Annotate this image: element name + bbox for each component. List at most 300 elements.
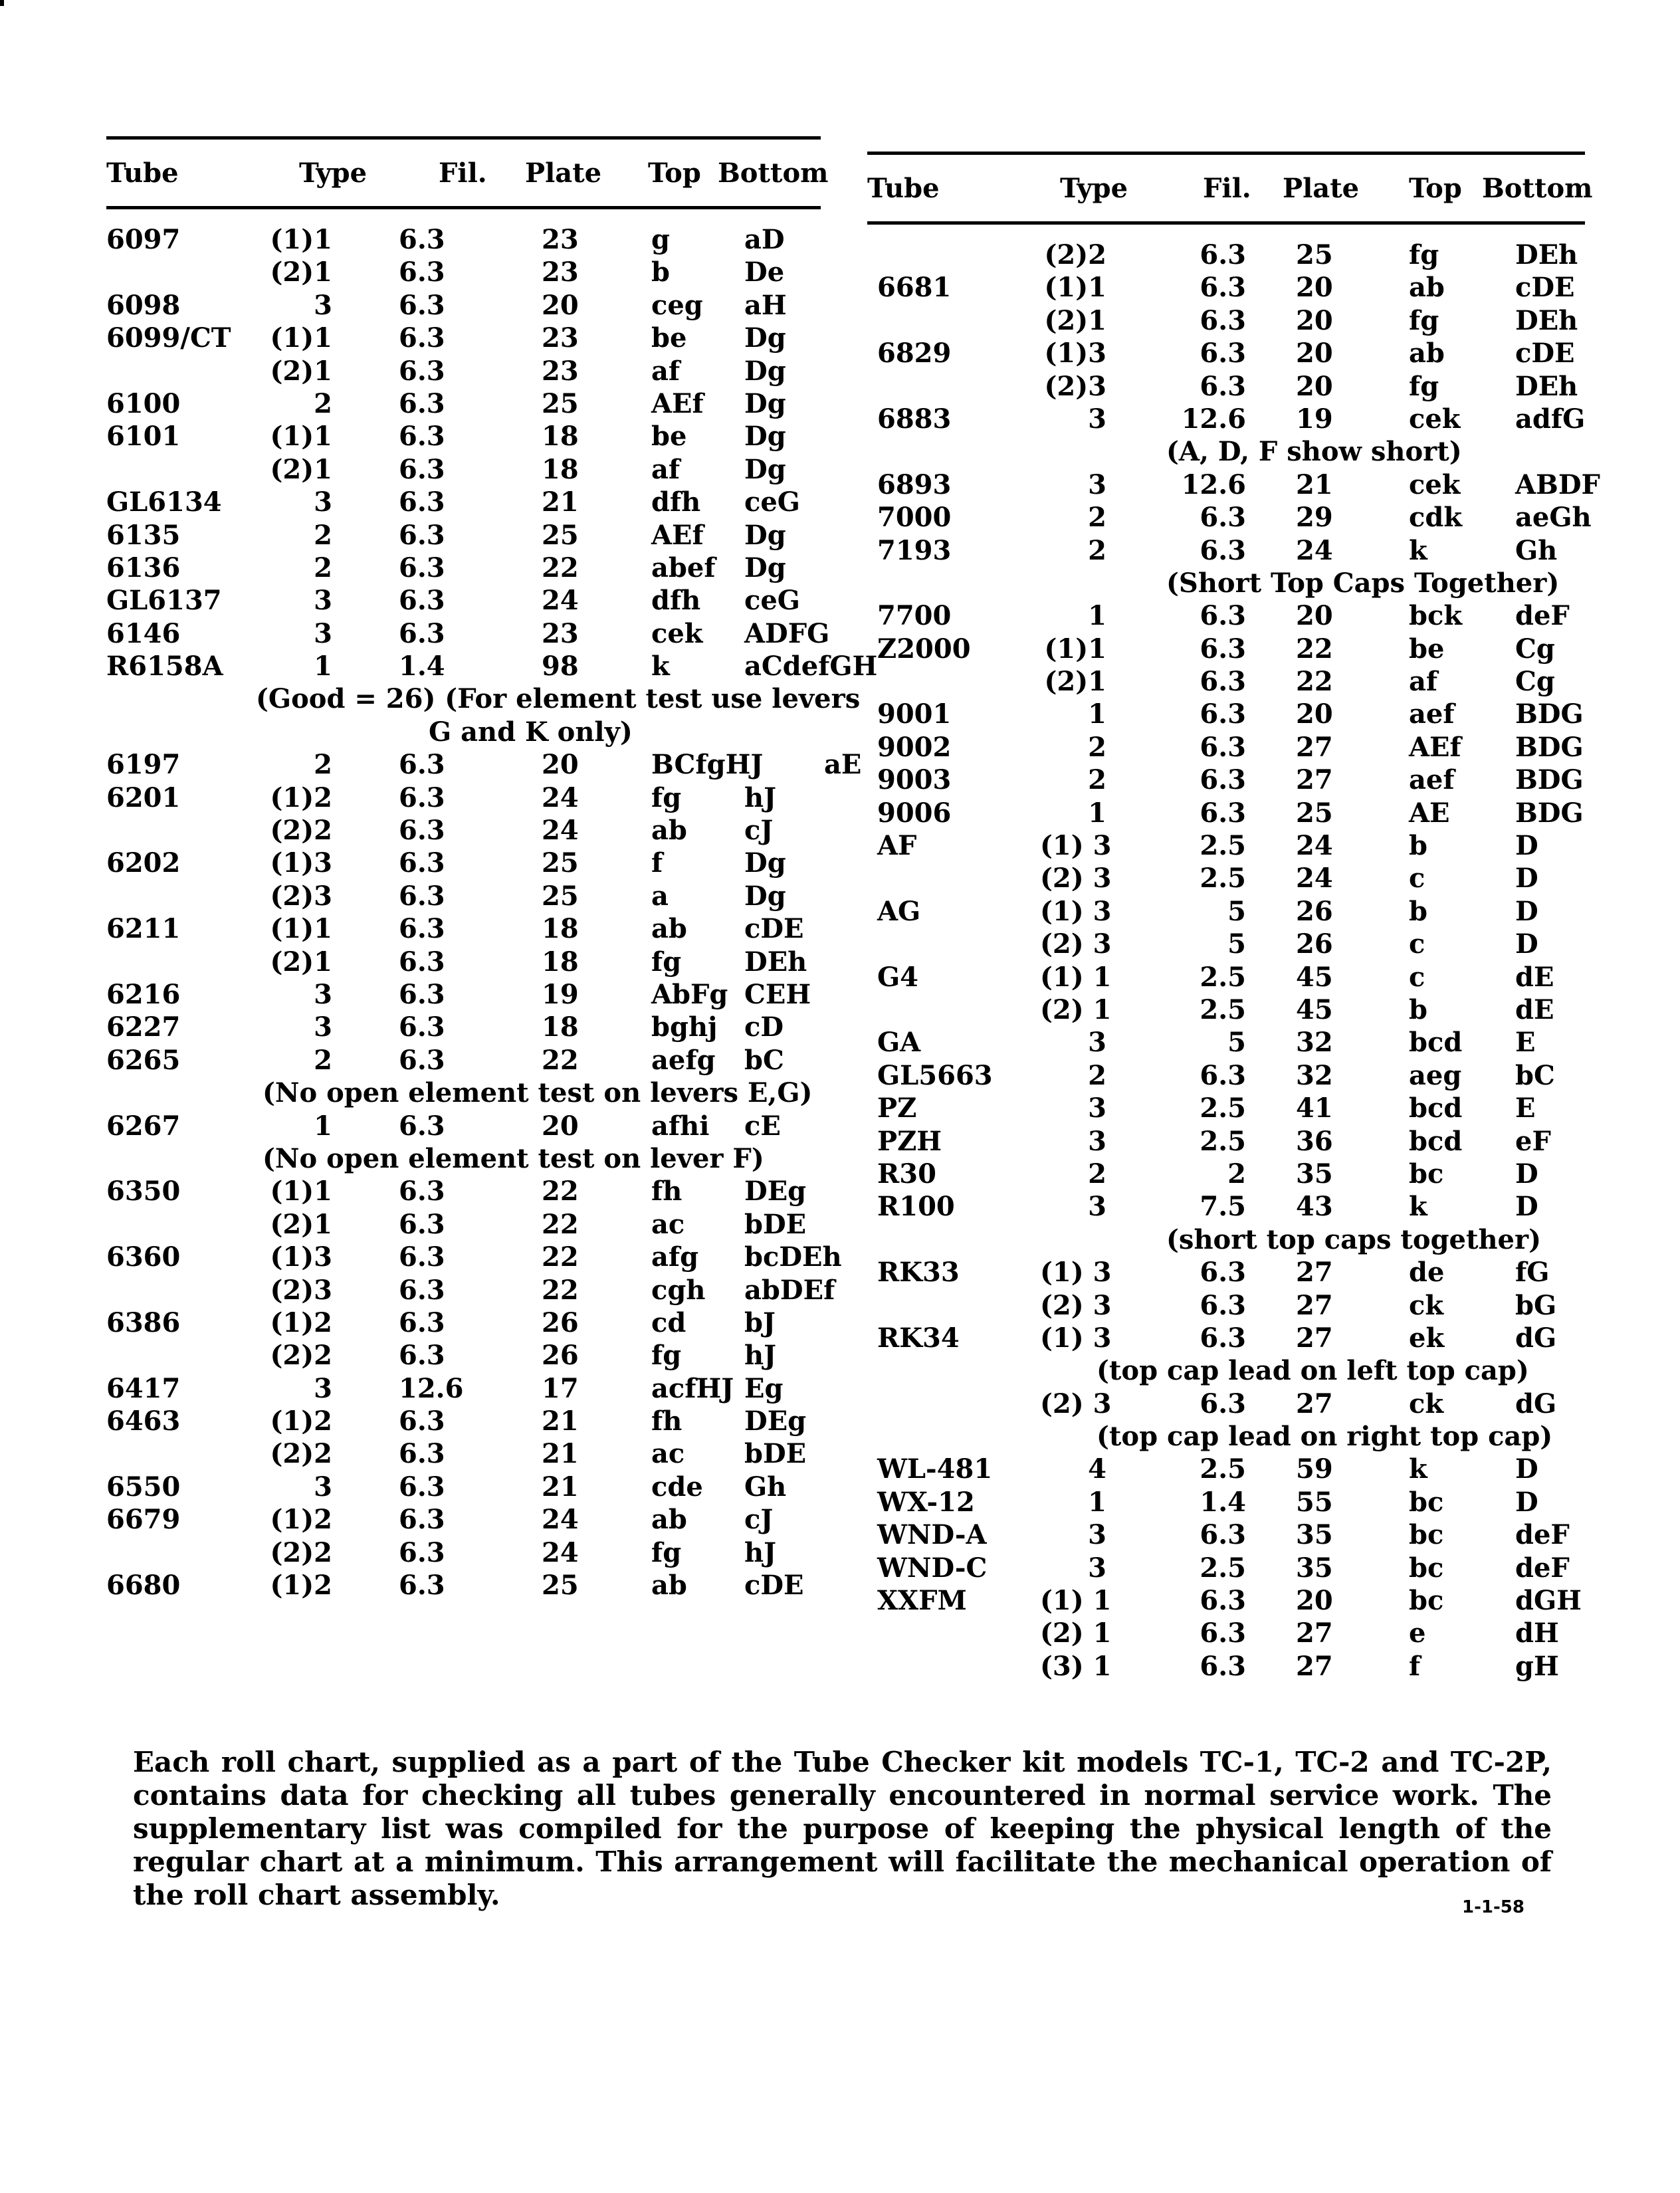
- cell-type: 3: [1088, 1191, 1106, 1223]
- cell-plate: 24: [542, 1536, 579, 1568]
- cell-plate: 27: [1296, 1650, 1333, 1682]
- cell-type: (1)1: [270, 322, 332, 354]
- cell-fil: 5: [1227, 928, 1246, 960]
- cell-type: (1) 3: [1040, 895, 1112, 927]
- cell-bottom: cDE: [1515, 338, 1575, 369]
- table-row: [867, 371, 1585, 403]
- cell-fil: 6.3: [399, 978, 445, 1010]
- table-row: [106, 979, 821, 1011]
- cell-type: (2)1: [270, 453, 332, 485]
- cell-tube: 6101: [106, 421, 181, 453]
- table-row: [867, 1158, 1585, 1191]
- cell-top: ac: [651, 1208, 685, 1240]
- cell-top: afg: [651, 1241, 699, 1273]
- cell-top: bcd: [1409, 1125, 1463, 1157]
- cell-plate: 22: [542, 1044, 579, 1076]
- cell-fil: 6.3: [1200, 1519, 1246, 1551]
- cell-fil: 2.5: [1200, 1552, 1246, 1584]
- cell-fil: 6.3: [1200, 1650, 1246, 1682]
- table-row: [106, 815, 821, 847]
- table-row: [106, 356, 821, 388]
- cell-tube: 6350: [106, 1176, 181, 1207]
- cell-tube: 6680: [106, 1570, 181, 1602]
- cell-fil: 6.3: [399, 1306, 445, 1338]
- table-row: [867, 1257, 1585, 1289]
- table-row: [106, 1406, 821, 1438]
- cell-tube: WL-481: [877, 1453, 993, 1485]
- cell-type: 2: [1088, 502, 1106, 534]
- cell-type: (1) 3: [1040, 1322, 1112, 1354]
- cell-fil: 6.3: [1200, 272, 1246, 304]
- cell-bottom: DEh: [1515, 239, 1578, 270]
- cell-top: f: [651, 847, 663, 879]
- cell-type: (1) 1: [1040, 1585, 1112, 1617]
- cell-top: dfh: [651, 486, 701, 518]
- cell-type: (1)1: [270, 1176, 332, 1207]
- cell-plate: 17: [542, 1372, 579, 1404]
- cell-top: ck: [1409, 1388, 1444, 1419]
- cell-bottom: Dg: [744, 453, 786, 485]
- table-body: [106, 209, 878, 1602]
- cell-plate: 25: [542, 1570, 579, 1602]
- cell-type: 1: [1088, 797, 1106, 829]
- table-row: [867, 994, 1585, 1027]
- cell-top: AEf: [651, 519, 704, 551]
- cell-tube: 7000: [877, 502, 952, 534]
- cell-plate: 45: [1296, 993, 1333, 1025]
- cell-tube: WX-12: [877, 1486, 975, 1518]
- table-row: [106, 421, 821, 453]
- cell-bottom: BDG: [1515, 764, 1584, 796]
- cell-type: 1: [1088, 600, 1106, 632]
- cell-fil: 2.5: [1200, 1453, 1246, 1485]
- cell-fil: 5: [1227, 1027, 1246, 1059]
- cell-top: f: [1409, 1650, 1421, 1682]
- cell-plate: 22: [542, 1241, 579, 1273]
- cell-fil: 6.3: [399, 1438, 445, 1470]
- cell-type: 1: [1088, 698, 1106, 730]
- header-plate: Plate: [1283, 172, 1360, 204]
- cell-type: (2) 3: [1040, 863, 1112, 894]
- table-row: [867, 797, 1585, 830]
- cell-plate: 21: [542, 486, 579, 518]
- table-note: [867, 1355, 1585, 1388]
- table-row: [867, 1290, 1585, 1322]
- table-row: [867, 502, 1592, 534]
- cell-bottom: D: [1515, 895, 1538, 927]
- table-row: [867, 1388, 1585, 1421]
- cell-top: b: [651, 257, 670, 288]
- cell-type: 1: [314, 1110, 332, 1142]
- cell-plate: 23: [542, 617, 579, 649]
- header-type: Type: [1060, 172, 1128, 204]
- cell-plate: 23: [542, 257, 579, 288]
- note-text: (Good = 26) (For element test use levers: [256, 683, 861, 715]
- table-row: [106, 1241, 842, 1274]
- cell-fil: 6.3: [399, 1570, 445, 1602]
- cell-bottom: D: [1515, 1453, 1538, 1485]
- cell-fil: 6.3: [399, 782, 445, 813]
- table-header: [106, 140, 829, 206]
- cell-top: aef: [1409, 764, 1455, 796]
- header-fil: Fil.: [1203, 172, 1251, 204]
- cell-plate: 35: [1296, 1519, 1333, 1551]
- cell-fil: 6.3: [399, 257, 445, 288]
- footer-paragraph: Each roll chart, supplied as a part of the Tube Checker kit models TC-1, TC-2 and TC-2P, contains data for checking all tubes generally encountered in normal service work. The supplementary list was compiled for the purpose of keeping the physical length of the regular chart at a minimum. This arrangement will facilitate the mechanical operation of the roll chart assembly.: [133, 1746, 1552, 1911]
- cell-fil: 6.3: [1200, 1059, 1246, 1091]
- cell-fil: 6.3: [399, 224, 445, 255]
- cell-type: (1)2: [270, 1570, 332, 1602]
- cell-type: 2: [314, 749, 332, 781]
- cell-top: af: [651, 355, 681, 387]
- cell-top: k: [1409, 1191, 1427, 1223]
- cell-plate: 27: [1296, 1322, 1333, 1354]
- cell-fil: 6.3: [1200, 600, 1246, 632]
- cell-fil: 6.3: [1200, 764, 1246, 796]
- scan-corner-mark: [0, 0, 4, 6]
- cell-plate: 35: [1296, 1552, 1333, 1584]
- table-row: [106, 1570, 821, 1602]
- cell-type: (2)2: [270, 1340, 332, 1372]
- cell-fil: 5: [1227, 895, 1246, 927]
- cell-plate: 27: [1296, 1388, 1333, 1419]
- cell-plate: 18: [542, 913, 579, 945]
- cell-plate: 25: [542, 387, 579, 419]
- cell-fil: 12.6: [1181, 469, 1246, 500]
- table-row: [867, 1060, 1585, 1093]
- cell-type: (1)2: [270, 1306, 332, 1338]
- cell-fil: 6.3: [399, 1176, 445, 1207]
- cell-fil: 6.3: [399, 1011, 445, 1043]
- cell-tube: XXFM: [877, 1585, 967, 1617]
- cell-fil: 6.3: [399, 1274, 445, 1306]
- cell-bottom: D: [1515, 830, 1538, 862]
- cell-type: 3: [314, 289, 332, 321]
- cell-tube: 6202: [106, 847, 181, 879]
- cell-top: k: [1409, 1453, 1427, 1485]
- table-row: [106, 946, 821, 979]
- cell-fil: 6.3: [1200, 534, 1246, 566]
- cell-tube: 6265: [106, 1044, 181, 1076]
- cell-plate: 21: [542, 1406, 579, 1437]
- cell-fil: 6.3: [1200, 338, 1246, 369]
- cell-plate: 22: [542, 552, 579, 583]
- cell-type: 3: [314, 617, 332, 649]
- cell-bottom: De: [744, 257, 785, 288]
- cell-plate: 24: [1296, 830, 1333, 862]
- cell-fil: 6.3: [1200, 666, 1246, 698]
- table-row: [867, 305, 1585, 338]
- cell-fil: 6.3: [399, 486, 445, 518]
- cell-bottom: Eg: [744, 1372, 784, 1404]
- table-row: [106, 1373, 821, 1406]
- cell-fil: 2.5: [1200, 830, 1246, 862]
- table-row: [867, 962, 1585, 994]
- note-text: (No open element test on lever F): [262, 1142, 764, 1174]
- table-row: [867, 272, 1585, 304]
- header-top: Top: [648, 157, 701, 189]
- cell-top: c: [1409, 863, 1425, 894]
- cell-plate: 59: [1296, 1453, 1333, 1485]
- cell-top: fg: [1409, 370, 1439, 402]
- cell-type: 2: [1088, 731, 1106, 763]
- cell-type: (2)2: [1044, 239, 1106, 270]
- note-text: (A, D, F show short): [1166, 436, 1462, 468]
- table-row: [106, 847, 821, 880]
- date-code: 1-1-58: [1462, 1897, 1524, 1917]
- cell-top: ab: [1409, 338, 1445, 369]
- table-row: [867, 1618, 1585, 1650]
- cell-type: 3: [1088, 1093, 1106, 1124]
- note-text: (Short Top Caps Together): [1166, 567, 1560, 599]
- cell-plate: 43: [1296, 1191, 1333, 1223]
- cell-fil: 6.3: [399, 880, 445, 912]
- note-text: (short top caps together): [1166, 1223, 1542, 1255]
- cell-type: (1)1: [270, 421, 332, 453]
- cell-type: (1) 3: [1040, 830, 1112, 862]
- table-note: [867, 568, 1585, 600]
- cell-type: 2: [314, 519, 332, 551]
- cell-fil: 6.3: [1200, 731, 1246, 763]
- cell-top: abef: [651, 552, 716, 583]
- cell-plate: 18: [542, 946, 579, 978]
- cell-bottom: ADFG: [744, 617, 830, 649]
- cell-top: afhi: [651, 1110, 710, 1142]
- cell-top: AbFg: [651, 978, 728, 1010]
- cell-top: be: [651, 421, 687, 453]
- cell-bottom: Cg: [1515, 666, 1555, 698]
- cell-top: aeg: [1409, 1059, 1462, 1091]
- cell-tube: 9003: [877, 764, 952, 796]
- table-row: [106, 1471, 821, 1504]
- cell-bottom: Dg: [744, 880, 786, 912]
- header-bottom: Bottom: [718, 157, 829, 189]
- cell-bottom: ABDF: [1515, 469, 1600, 500]
- header-top: Top: [1409, 172, 1462, 204]
- cell-type: 1: [314, 651, 332, 682]
- cell-bottom: dE: [1515, 961, 1554, 993]
- table-note: [867, 1224, 1585, 1257]
- table-row: [106, 1504, 821, 1536]
- cell-tube: RK34: [877, 1322, 960, 1354]
- cell-bottom: cD: [744, 1011, 784, 1043]
- note-text: G and K only): [429, 716, 633, 748]
- table-row: [106, 1340, 821, 1372]
- cell-tube: Z2000: [877, 633, 971, 665]
- cell-bottom: Gh: [1515, 534, 1558, 566]
- cell-type: (2)1: [270, 1208, 332, 1240]
- cell-fil: 6.3: [399, 1406, 445, 1437]
- table-row: [867, 1453, 1585, 1486]
- cell-tube: 6098: [106, 289, 181, 321]
- cell-plate: 20: [1296, 698, 1333, 730]
- cell-type: (1)1: [270, 224, 332, 255]
- cell-top: ceg: [651, 289, 703, 321]
- cell-type: (2) 1: [1040, 993, 1112, 1025]
- table-row: [867, 863, 1585, 895]
- cell-type: 3: [314, 1011, 332, 1043]
- cell-fil: 6.3: [399, 946, 445, 978]
- cell-type: (2)1: [1044, 666, 1106, 698]
- cell-type: (1)2: [270, 782, 332, 813]
- cell-plate: 23: [542, 224, 579, 255]
- cell-top: fh: [651, 1176, 682, 1207]
- cell-top: dfh: [651, 585, 701, 617]
- cell-fil: 6.3: [399, 1044, 445, 1076]
- cell-tube: PZH: [877, 1125, 942, 1157]
- table-row: [106, 486, 821, 519]
- cell-top: be: [1409, 633, 1445, 665]
- cell-type: (2)3: [1044, 370, 1106, 402]
- cell-plate: 21: [542, 1471, 579, 1503]
- cell-top: aefg: [651, 1044, 716, 1076]
- cell-plate: 24: [542, 815, 579, 847]
- cell-plate: 23: [542, 355, 579, 387]
- cell-type: 2: [1088, 1059, 1106, 1091]
- cell-bottom: bC: [744, 1044, 784, 1076]
- cell-top: fg: [1409, 239, 1439, 270]
- cell-plate: 18: [542, 1011, 579, 1043]
- cell-fil: 6.3: [1200, 370, 1246, 402]
- cell-top: fg: [651, 1536, 682, 1568]
- table-row: [867, 633, 1585, 666]
- cell-type: (1)3: [1044, 338, 1106, 369]
- header-tube: Tube: [867, 172, 940, 204]
- cell-tube: 7193: [877, 534, 952, 566]
- table-row: [867, 469, 1600, 502]
- cell-fil: 6.3: [399, 453, 445, 485]
- cell-fil: 6.3: [399, 749, 445, 781]
- cell-bottom: bJ: [744, 1306, 776, 1338]
- cell-bottom: fG: [1515, 1257, 1550, 1289]
- cell-type: 3: [1088, 1125, 1106, 1157]
- cell-bottom: adfG: [1515, 403, 1586, 435]
- cell-fil: 6.3: [1200, 239, 1246, 270]
- cell-top: ek: [1409, 1322, 1445, 1354]
- cell-tube: RK33: [877, 1257, 960, 1289]
- cell-fil: 6.3: [1200, 1289, 1246, 1321]
- cell-bottom: dE: [1515, 993, 1554, 1025]
- cell-top: acfHJ: [651, 1372, 734, 1404]
- cell-type: (3) 1: [1040, 1650, 1112, 1682]
- cell-bottom: Dg: [744, 847, 786, 879]
- cell-plate: 26: [542, 1306, 579, 1338]
- cell-tube: AG: [877, 895, 921, 927]
- cell-plate: 32: [1296, 1027, 1333, 1059]
- table-row: [106, 1110, 821, 1143]
- table-row: [106, 1176, 821, 1208]
- cell-fil: 1.4: [1200, 1486, 1246, 1518]
- cell-top: cdk: [1409, 502, 1463, 534]
- cell-tube: GA: [877, 1027, 921, 1059]
- cell-bottom: D: [1515, 928, 1538, 960]
- cell-bottom: aCdefGH: [744, 651, 878, 682]
- cell-type: 3: [1088, 1552, 1106, 1584]
- cell-plate: 27: [1296, 1289, 1333, 1321]
- cell-tube: 6386: [106, 1306, 181, 1338]
- cell-type: (1)1: [1044, 633, 1106, 665]
- cell-top: be: [651, 322, 687, 354]
- table-row: [106, 1209, 821, 1241]
- right-tube-table: [867, 152, 1600, 1683]
- table-header: [867, 155, 1593, 221]
- cell-top: b: [1409, 895, 1427, 927]
- cell-plate: 18: [542, 453, 579, 485]
- cell-top: fg: [651, 782, 682, 813]
- cell-bottom: Dg: [744, 355, 786, 387]
- cell-bottom: BDG: [1515, 698, 1584, 730]
- cell-type: (1)2: [270, 1406, 332, 1437]
- cell-top: fg: [1409, 304, 1439, 336]
- cell-bottom: dG: [1515, 1388, 1557, 1419]
- cell-type: 3: [314, 585, 332, 617]
- cell-tube: G4: [877, 961, 918, 993]
- table-row: [106, 552, 821, 585]
- cell-bottom: ceG: [744, 486, 800, 518]
- table-row: [867, 239, 1585, 272]
- table-row: [106, 322, 821, 355]
- cell-bottom: bDE: [744, 1438, 807, 1470]
- cell-top: c: [1409, 928, 1425, 960]
- cell-fil: 2.5: [1200, 1093, 1246, 1124]
- cell-fil: 1.4: [399, 651, 445, 682]
- cell-type: 1: [1088, 1486, 1106, 1518]
- cell-type: 3: [1088, 469, 1106, 500]
- table-row: [106, 257, 821, 289]
- table-row: [106, 1274, 835, 1307]
- cell-type: (2)1: [270, 257, 332, 288]
- cell-fil: 6.3: [399, 519, 445, 551]
- cell-fil: 2.5: [1200, 1125, 1246, 1157]
- cell-bottom: cDE: [1515, 272, 1575, 304]
- header-plate: Plate: [525, 157, 602, 189]
- cell-type: (2) 1: [1040, 1618, 1112, 1649]
- cell-top: bc: [1409, 1585, 1444, 1617]
- cell-tube: 9002: [877, 731, 952, 763]
- table-row: [106, 1537, 821, 1570]
- table-note: [106, 1077, 821, 1110]
- cell-top: fg: [651, 1340, 682, 1372]
- table-row: [106, 388, 821, 421]
- cell-bottom: BDG: [1515, 731, 1584, 763]
- cell-type: 2: [1088, 534, 1106, 566]
- cell-bottom: DEh: [744, 946, 807, 978]
- cell-type: (2) 3: [1040, 1388, 1112, 1419]
- cell-fil: 6.3: [399, 815, 445, 847]
- cell-bottom: bDE: [744, 1208, 807, 1240]
- cell-plate: 22: [1296, 633, 1333, 665]
- cell-top: c: [1409, 961, 1425, 993]
- table-row: [867, 1322, 1585, 1355]
- cell-top: ab: [651, 1570, 687, 1602]
- cell-top: AEf: [1409, 731, 1461, 763]
- cell-top: bck: [1409, 600, 1463, 632]
- cell-bottom: cJ: [744, 815, 774, 847]
- cell-fil: 2.5: [1200, 863, 1246, 894]
- cell-bottom: deF: [1515, 1519, 1570, 1551]
- cell-top: bc: [1409, 1519, 1444, 1551]
- cell-tube: 6417: [106, 1372, 181, 1404]
- note-text: (top cap lead on right top cap): [1097, 1421, 1553, 1453]
- cell-plate: 26: [542, 1340, 579, 1372]
- cell-bottom: bG: [1515, 1289, 1557, 1321]
- cell-plate: 98: [542, 651, 579, 682]
- table-row: [867, 1191, 1585, 1223]
- cell-plate: 24: [542, 782, 579, 813]
- table-row: [106, 520, 821, 552]
- table-row: [867, 764, 1585, 797]
- table-note: [106, 1143, 821, 1176]
